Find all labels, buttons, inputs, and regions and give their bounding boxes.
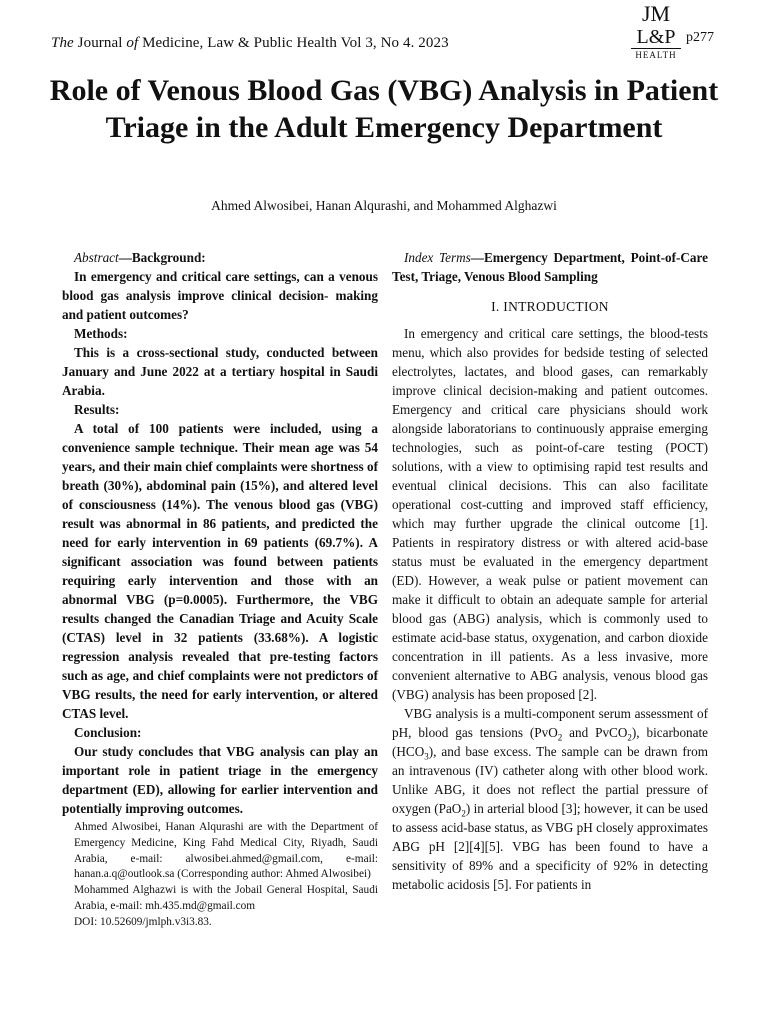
index-terms-text: —Emergency Department, Point-of-Care Test, Triage, Venous Blood Sampling: [392, 250, 708, 284]
footnote-affiliation-1: Ahmed Alwosibei, Hanan Alqurashi are with the Department of Emergency Medicine, King Fahd Medical City, Riyadh, Saudi Arabia, e-mail: alwosibei.ahmed@gmail.com, e-mail: hanan.a.q@outlook.sa (Corresponding author: Ahmed Alwosibei): [74, 821, 378, 881]
conclusion-heading: Conclusion:: [74, 725, 142, 740]
abstract-background: In emergency and critical care settings, can a venous blood gas analysis improve clinical decision- making and patient outcomes?: [62, 269, 378, 322]
logo-health: HEALTH: [635, 50, 677, 60]
subscript-2: 2: [627, 732, 632, 743]
subscript-2: 2: [557, 732, 563, 743]
abstract-methods: This is a cross-sectional study, conducted between January and June 2022 at a tertiary hospital in Saudi Arabia.: [62, 345, 378, 398]
page-number: p277: [686, 30, 714, 45]
author-list: Ahmed Alwosibei, Hanan Alqurashi, and Mohammed Alghazwi: [211, 198, 557, 213]
body-column: [392, 248, 708, 894]
logo-jm: JM: [641, 1, 671, 26]
background-heading: —Background:: [118, 250, 206, 265]
footnote-doi: DOI: 10.52609/jmlph.v3i3.83.: [74, 915, 212, 928]
journal-header: [51, 35, 449, 52]
journal-of: of: [126, 35, 139, 51]
intro-p2-part-e: ) in arterial blood [3]; however, it can be used to assess acid-base status, as VBG pH closely approximates ABG pH [2][4][5]. VBG has been found to have a sensitivity of 89% and a specificity of 92% in detecting metabolic acidosis [5]. For patients in: [392, 801, 708, 892]
footnote-affiliation-2: Mohammed Alghazwi is with the Jobail General Hospital, Saudi Arabia, e-mail: mh.435.md@gmail.com: [74, 884, 378, 912]
results-heading: Results:: [74, 402, 120, 417]
paper-title: Role of Venous Blood Gas (VBG) Analysis in Patient Triage in the Adult Emergency Department: [49, 74, 719, 144]
intro-p2-part-a: VBG analysis is a multi-component serum assessment of pH, blood gas tensions (PvO: [392, 706, 708, 740]
section-heading-introduction: I. INTRODUCTION: [491, 299, 609, 314]
abstract-results: A total of 100 patients were included, using a convenience sample technique. Their mean age was 54 years, and their main chief complaints were shortness of breath (30%), abdominal pain (15%), and altered level of consciousness (14%). The venous blood gas (VBG) result was abnormal in 86 patients, and predicted the need for early intervention in 69 patients (69.7%). A significant association was found between patients requiring early intervention and those with an abnormal VBG (p=0.0005). Furthermore, the VBG results changed the Canadian Triage and Acuity Scale (CTAS) level in 32 patients (33.68%). A logistic regression analysis revealed that pre-testing factors such as age, and chief complaints were not predictors of VBG results, the need for early intervention, or altered CTAS level.: [62, 421, 378, 721]
intro-p2-part-b: and PvCO: [562, 725, 628, 740]
journal-the: The: [51, 35, 74, 51]
subscript-3: 3: [424, 751, 429, 762]
index-terms: [392, 248, 708, 286]
journal-rest: Medicine, Law & Public Health Vol 3, No 4. 2023: [138, 35, 449, 51]
journal-mid: Journal: [73, 35, 127, 51]
intro-paragraph-1: In emergency and critical care settings, the blood-tests menu, which also provides for bedside testing of selected electrolytes, lactates, and blood gases, can remarkably improve clinical decision-making and patient outcomes. Emergency and critical care physicians should work alongside laboratorians to continuously appraise emerging technologies, such as point-of-care testing (POCT) solutions, with a view to optimising rapid test results and eventual clinical decisions. This can also facilitate operational cost-cutting and improved staff efficiency, which may further upgrade the clinical outcome [1]. Patients in respiratory distress or with altered acid-base status must be evaluated in the emergency department (ED). However, a weak pulse or patient movement can make it difficult to obtain an adequate sample for arterial blood gas (ABG) analysis, which is commonly used to estimate acid-base status, oxygenation, and carbon dioxide concentration in ill patients. As a less invasive, more convenient alternative to ABG analysis, venous blood gas (VBG) analysis has been proposed [2].: [392, 326, 708, 702]
abstract-column: [62, 248, 378, 818]
intro-paragraph-2: [392, 704, 708, 894]
abstract-conclusion: Our study concludes that VBG analysis can play an important role in patient triage in the emergency department (ED), allowing for earlier intervention and potentially improving outcomes.: [62, 744, 378, 816]
abstract-label: Abstract: [74, 250, 119, 265]
abstract-heading: [62, 248, 378, 267]
index-terms-label: Index Terms: [404, 250, 471, 265]
methods-heading: Methods:: [74, 326, 128, 341]
intro-p2-part-d: ), and base excess. The sample can be drawn from an intravenous (IV) catheter along with other blood work. Unlike ABG, it does not reflect the partial pressure of oxygen (PaO: [392, 744, 708, 816]
intro-p2-part-c: ), bicarbonate (HCO: [392, 725, 708, 759]
logo-lp: L&P: [631, 26, 681, 49]
subscript-2: 2: [461, 808, 466, 819]
journal-logo: [631, 2, 681, 61]
author-footnote: [74, 820, 378, 931]
